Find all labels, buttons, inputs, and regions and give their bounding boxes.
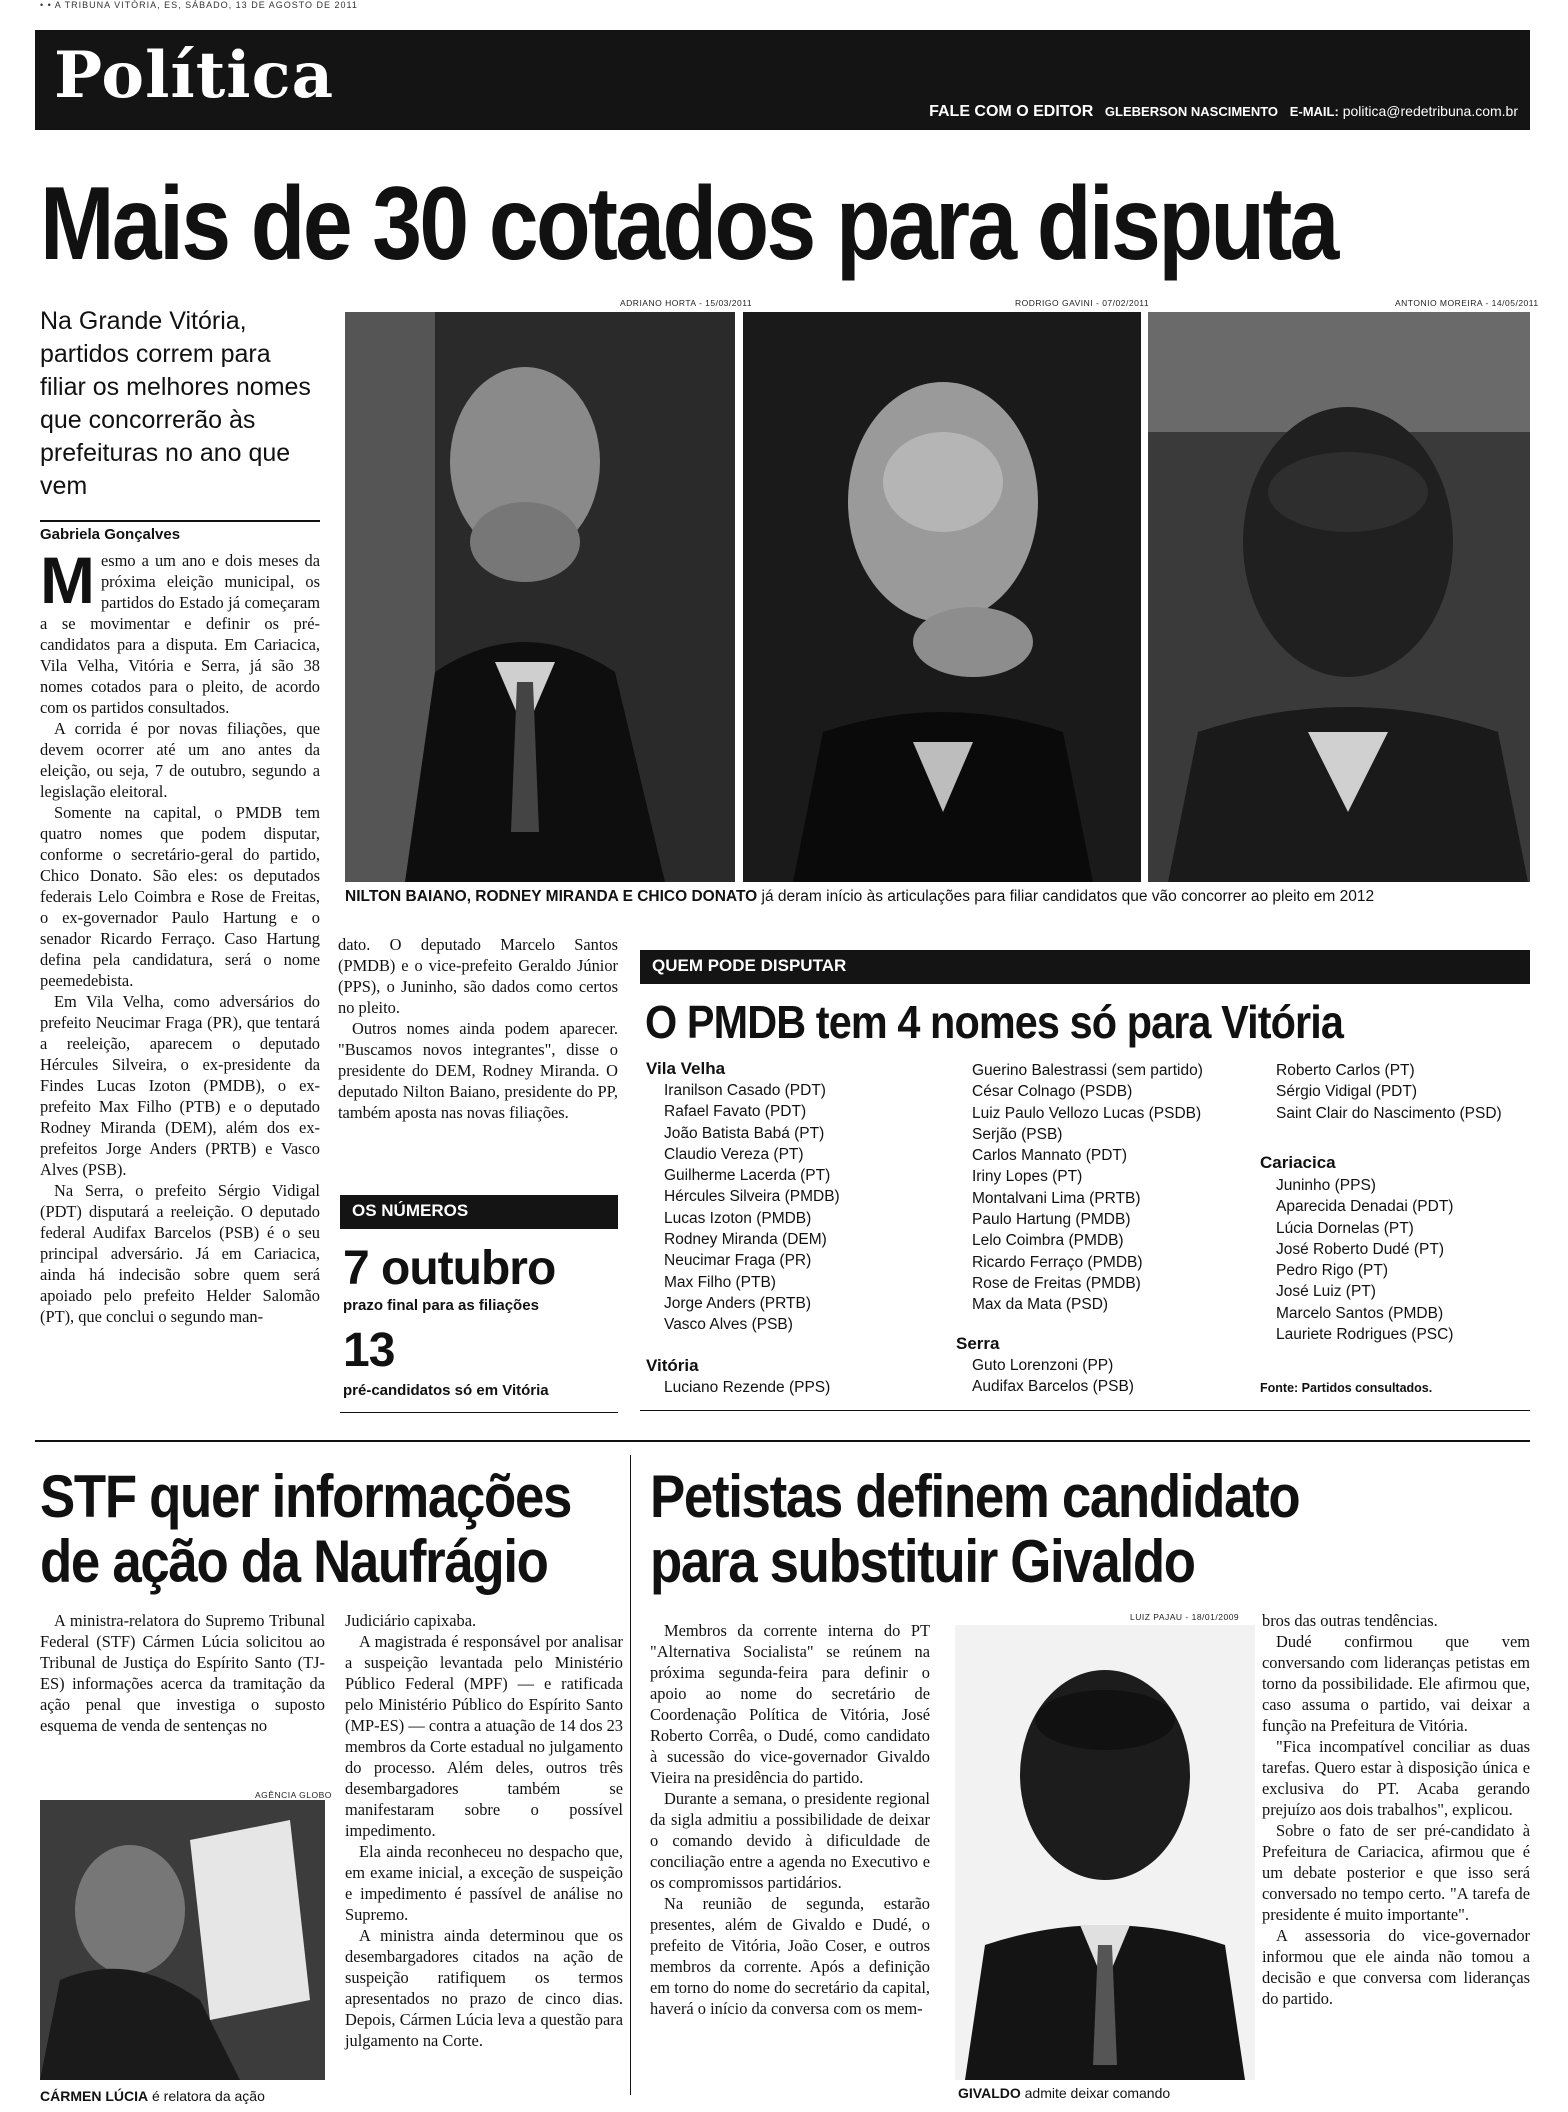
- main-headline: Mais de 30 cotados para disputa: [40, 166, 1337, 282]
- list-item: Rose de Freitas (PMDB): [972, 1274, 1141, 1292]
- caption-names: NILTON BAIANO, RODNEY MIRANDA E CHICO DONATO: [345, 888, 758, 905]
- main-article-col1: [40, 543, 320, 1327]
- list-item: José Luiz (PT): [1276, 1283, 1376, 1301]
- main-paragraph: dato. O deputado Marcelo Santos (PMDB) e o vice-prefeito Geraldo Júnior (PPS), o Juninho, são dados como certos no pleito.: [338, 935, 618, 1017]
- list-item: Carlos Mannato (PDT): [972, 1147, 1128, 1165]
- list-item: Marcelo Santos (PMDB): [1276, 1304, 1444, 1322]
- list-serra: [972, 1355, 1134, 1398]
- photo-nilton-baiano: [345, 312, 735, 882]
- number-label: pré-candidatos só em Vitória: [343, 1382, 549, 1399]
- petistas-col2: [1262, 1610, 1530, 2009]
- photo-credit: ANTONIO MOREIRA - 14/05/2011: [1395, 298, 1539, 308]
- source-note: Fonte: Partidos consultados.: [1260, 1381, 1433, 1395]
- petistas-headline-line1: Petistas definem candidato: [650, 1463, 1300, 1530]
- list-item: Iriny Lopes (PT): [972, 1168, 1083, 1186]
- photo-credit: RODRIGO GAVINI - 07/02/2011: [1015, 298, 1150, 308]
- list-item: Paulo Hartung (PMDB): [972, 1211, 1131, 1229]
- list-serra-continued: [1276, 1060, 1502, 1124]
- list-item: Serjão (PSB): [972, 1125, 1063, 1143]
- photo-rodney-miranda: [743, 312, 1141, 882]
- stf-paragraph: A ministra-relatora do Supremo Tribunal Federal (STF) Cármen Lúcia solicitou ao Tribunal de Justiça do Espírito Santo (TJ-ES) informações acerca da tramitação da ação penal que investiga o suposto esquema de venda de sentenças no: [40, 1611, 325, 1735]
- main-deck: Na Grande Vitória, partidos correm para filiar os melhores nomes que concorrerão às prefeituras no ano que vem: [40, 307, 311, 500]
- main-paragraph: esmo a um ano e dois meses da próxima eleição municipal, os partidos do Estado já começaram a se movimentar e definir os pré-candidatos para a disputa. Em Cariacica, Vila Velha, Vitória e Serra, já são 38 nomes cotados para o pleito, de acordo com os partidos consultados.: [40, 551, 320, 717]
- city-serra: Serra: [956, 1334, 1000, 1353]
- list-vitoria-first: [664, 1377, 830, 1398]
- section-title: Política: [54, 38, 335, 113]
- list-item: Max da Mata (PSD): [972, 1296, 1109, 1314]
- main-paragraph: Na Serra, o prefeito Sérgio Vidigal (PDT) disputará a reeleição. O deputado federal Audifax Barcelos (PSB) é o seu principal adversário. Já em Cariacica, ainda há indecisão sobre quem será apoiado pelo prefeito Helder Salomão (PT), que conclui o segundo man-: [40, 1181, 320, 1326]
- main-paragraph: Em Vila Velha, como adversários do prefeito Neucimar Fraga (PR), que tentará a reeleição, aparecem o deputado Hércules Silveira, o ex-presidente da Findes Lucas Izoton (PMDB), o ex-prefeito Max Filho (PTB) e o deputado Rodney Miranda (DEM), além dos ex-prefeitos Jorge Anders (PRTB) e Vasco Alves (PSB).: [40, 992, 320, 1179]
- petistas-paragraph: "Fica incompatível conciliar as duas tarefas. Quero estar à disposição única e exclusiva do PT. Acaba gerando prejuízo aos dois trabalhos", explicou.: [1262, 1737, 1530, 1819]
- photo-carmen-lucia: [40, 1800, 325, 2080]
- city-vitoria: Vitória: [646, 1356, 699, 1375]
- number-value: 7 outubro: [343, 1242, 556, 1295]
- list-item: Neucimar Fraga (PR): [664, 1252, 812, 1270]
- stf-col1: [40, 1610, 325, 1736]
- list-item: Montalvani Lima (PRTB): [972, 1189, 1141, 1207]
- list-item: Luciano Rezende (PPS): [664, 1379, 831, 1396]
- caption-names: GIVALDO: [958, 2085, 1021, 2101]
- editor-label: FALE COM O EDITOR: [929, 103, 1094, 120]
- main-paragraph: Outros nomes ainda podem aparecer. "Buscamos novos integrantes", disse o presidente do DEM, Rodney Miranda. O deputado Nilton Baiano, presidente do PP, também aposta nas novas filiações.: [338, 1019, 618, 1122]
- list-item: Hércules Silveira (PMDB): [664, 1188, 840, 1206]
- petistas-headline-line2: para substituir Givaldo: [650, 1528, 1195, 1595]
- list-item: Guto Lorenzoni (PP): [972, 1357, 1114, 1374]
- petistas-paragraph: Na reunião de segunda, estarão presentes, além de Givaldo e Dudé, o prefeito de Vitória, João Coser, e outros membros da corrente. Após a definição em torno do nome do secretário da capital, haverá o início da conversa com os mem-: [650, 1894, 930, 2018]
- numbers-box-label: OS NÚMEROS: [340, 1195, 618, 1229]
- list-item: Ricardo Ferraço (PMDB): [972, 1253, 1143, 1271]
- stf-photo-caption: [40, 2088, 265, 2104]
- list-item: Lauriete Rodrigues (PSC): [1276, 1326, 1454, 1344]
- petistas-paragraph: A assessoria do vice-governador informou que ele ainda não tomou a decisão e que conversa com lideranças do partido.: [1262, 1926, 1530, 2008]
- editor-email[interactable]: politica@redetribuna.com.br: [1342, 103, 1518, 119]
- editor-contact: [929, 103, 1518, 121]
- list-item: Guerino Balestrassi (sem partido): [972, 1062, 1203, 1079]
- dropcap: M: [40, 543, 95, 617]
- list-cariacica: [1276, 1175, 1453, 1345]
- list-vitoria: [972, 1060, 1203, 1316]
- photo-chico-donato: [1148, 312, 1530, 882]
- stf-col2: [345, 1610, 623, 2051]
- petistas-paragraph: Membros da corrente interna do PT "Alternativa Socialista" se reúnem na próxima segunda-feira para definir o apoio ao nome do secretário de Coordenação Política de Vitória, José Roberto Corrêa, o Dudé, como candidato à sucessão do vice-governador Givaldo Vieira na presidência do partido.: [650, 1621, 930, 1787]
- list-item: Rodney Miranda (DEM): [664, 1231, 827, 1249]
- photo-givaldo: [955, 1625, 1255, 2080]
- byline: Gabriela Gonçalves: [40, 520, 320, 543]
- list-item: Rafael Favato (PDT): [664, 1103, 807, 1121]
- quem-box-headline: O PMDB tem 4 nomes só para Vitória: [645, 996, 1343, 1048]
- list-item: Lucas Izoton (PMDB): [664, 1209, 812, 1227]
- number-value: 13: [343, 1324, 395, 1377]
- list-item: César Colnago (PSDB): [972, 1083, 1133, 1101]
- petistas-col1: [650, 1620, 930, 2019]
- petistas-paragraph: bros das outras tendências.: [1262, 1611, 1438, 1630]
- list-vila-velha: [664, 1080, 840, 1336]
- stf-paragraph: A magistrada é responsável por analisar a suspeição levantada pelo Ministério Público Federal (MPF) — e ratificada pelo Ministério Público do Espírito Santo (MP-ES) — contra a atuação de 14 dos 23 membros da Corte estadual no julgamento do processo. Além deles, outros três desembargadores também se manifestaram sobre o possível impedimento.: [345, 1632, 623, 1840]
- list-item: Sérgio Vidigal (PDT): [1276, 1083, 1417, 1101]
- list-item: Roberto Carlos (PT): [1276, 1062, 1415, 1079]
- caption-text: é relatora da ação: [148, 2088, 265, 2104]
- stf-paragraph: Judiciário capixaba.: [345, 1611, 477, 1630]
- list-item: Pedro Rigo (PT): [1276, 1262, 1388, 1280]
- main-paragraph: A corrida é por novas filiações, que devem ocorrer até um ano antes da eleição, ou seja, 7 de outubro, segundo a legislação eleitoral.: [40, 719, 320, 801]
- stf-headline-line1: STF quer informações: [40, 1463, 572, 1530]
- list-item: Lúcia Dornelas (PT): [1276, 1219, 1414, 1237]
- photo-credit: ADRIANO HORTA - 15/03/2011: [620, 298, 753, 308]
- list-item: Luiz Paulo Vellozo Lucas (PSDB): [972, 1104, 1202, 1122]
- list-item: Max Filho (PTB): [664, 1273, 776, 1291]
- list-item: Aparecida Denadai (PDT): [1276, 1198, 1454, 1216]
- petistas-paragraph: Sobre o fato de ser pré-candidato à Prefeitura de Cariacica, afirmou que é um debate posterior e que isso será conversado no tempo certo. "A tarefa de presidente é muito importante".: [1262, 1821, 1530, 1924]
- list-item: Lelo Coimbra (PMDB): [972, 1232, 1124, 1250]
- petistas-paragraph: Durante a semana, o presidente regional da sigla admitiu a possibilidade de deixar o comando devido à dificuldade de conciliação entre a agenda no Executivo e os compromissos partidários.: [650, 1789, 930, 1892]
- city-cariacica: Cariacica: [1260, 1153, 1336, 1172]
- email-label: E-MAIL:: [1289, 104, 1339, 119]
- section-divider: [35, 1440, 1530, 1442]
- stf-photo-credit: AGÊNCIA GLOBO: [255, 1790, 332, 1800]
- main-article-col2: [338, 934, 618, 1123]
- editor-name: GLEBERSON NASCIMENTO: [1104, 104, 1279, 119]
- list-item: Juninho (PPS): [1276, 1177, 1376, 1194]
- petistas-photo-caption: [958, 2085, 1170, 2101]
- list-item: Claudio Vereza (PT): [664, 1145, 804, 1163]
- list-item: Guilherme Lacerda (PT): [664, 1167, 831, 1185]
- list-item: Audifax Barcelos (PSB): [972, 1378, 1134, 1396]
- stf-paragraph: A ministra ainda determinou que os desembargadores citados na ação de suspeição ratifiquem os termos apresentados no prazo de cinco dias. Depois, Cármen Lúcia leva a questão para julgamento na Corte.: [345, 1926, 623, 2050]
- caption-text: já deram início às articulações para filiar candidatos que vão concorrer ao pleito em 2012: [757, 888, 1375, 905]
- numbers-box-bottom-rule: [340, 1412, 618, 1413]
- number-label: prazo final para as filiações: [343, 1297, 539, 1314]
- city-vila-velha: Vila Velha: [646, 1059, 726, 1078]
- stf-paragraph: Ela ainda reconheceu no despacho que, em exame inicial, a exceção de suspeição e impedimento é passível de análise no Supremo.: [345, 1842, 623, 1924]
- quem-box-bottom-rule: [640, 1410, 1530, 1411]
- vertical-divider: [630, 1455, 631, 2095]
- list-item: Saint Clair do Nascimento (PSD): [1276, 1104, 1502, 1122]
- list-item: Iranilson Casado (PDT): [664, 1082, 826, 1099]
- caption-text: admite deixar comando: [1020, 2085, 1171, 2101]
- quem-box-label: QUEM PODE DISPUTAR: [640, 950, 1530, 984]
- list-item: José Roberto Dudé (PT): [1276, 1240, 1444, 1258]
- list-item: João Batista Babá (PT): [664, 1124, 825, 1142]
- stf-headline-line2: de ação da Naufrágio: [40, 1528, 548, 1595]
- petistas-photo-credit: LUIZ PAJAU - 18/01/2009: [1130, 1612, 1240, 1622]
- petistas-paragraph: Dudé confirmou que vem conversando com lideranças petistas em torno da possibilidade. Ele afirmou que, caso assuma o partido, vai deixar a função na Prefeitura de Vitória.: [1262, 1632, 1530, 1735]
- list-item: Vasco Alves (PSB): [664, 1316, 793, 1334]
- main-photo-caption: [345, 888, 1374, 906]
- caption-names: CÁRMEN LÚCIA: [40, 2088, 149, 2104]
- list-item: Jorge Anders (PRTB): [664, 1294, 812, 1312]
- top-strip: • • A TRIBUNA VITÓRIA, ES, SÁBADO, 13 DE AGOSTO DE 2011: [40, 0, 358, 10]
- main-paragraph: Somente na capital, o PMDB tem quatro nomes que podem disputar, conforme o secretário-geral do partido, Chico Donato. São eles: os deputados federais Lelo Coimbra e Rose de Freitas, o ex-governador Paulo Hartung e o senador Ricardo Ferraço. Caso Hartung defina pela candidatura, será o nome peemedebista.: [40, 803, 320, 990]
